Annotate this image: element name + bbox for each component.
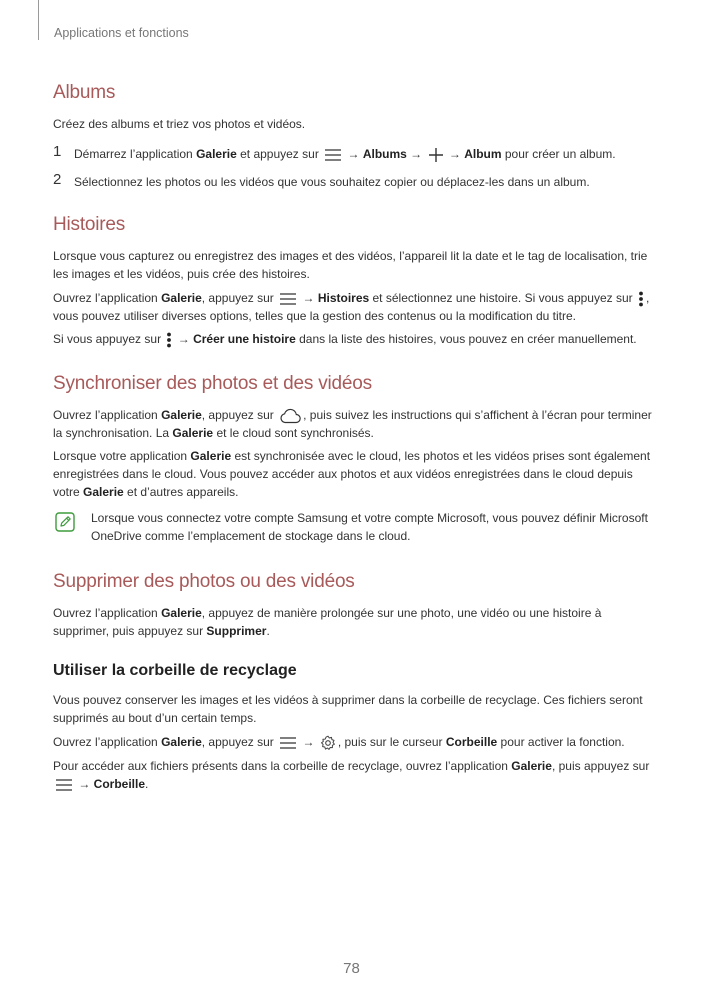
sync-paragraph-2: Lorsque votre application Galerie est synchronisée avec le cloud, les photos et les vidéos prises sont également enregistrées dans le cloud. Vous pouvez accéder aux photos et aux vidéos enregistrées dans le cloud depuis votre Galerie et d’autres appareils. (53, 449, 651, 499)
section-title-delete: Supprimer des photos ou des vidéos (53, 571, 355, 592)
section-title-histoires: Histoires (53, 214, 126, 235)
albums-step-1: Démarrez l’application Galerie et appuyez sur → Albums → → Album pour créer un album. (74, 147, 616, 161)
more-options-icon (166, 332, 172, 348)
subsection-title-trash: Utiliser la corbeille de recyclage (53, 662, 297, 679)
trash-paragraph-3: Pour accéder aux fichiers présents dans la corbeille de recyclage, ouvrez l’application Galerie, puis appuyez sur → Corbeille. (53, 759, 650, 791)
trash-paragraph-1: Vous pouvez conserver les images et les vidéos à supprimer dans la corbeille de recyclage. Ces fichiers seront supprimés au bout d’un certain temps. (53, 693, 643, 725)
albums-intro: Créez des albums et triez vos photos et vidéos. (53, 117, 306, 131)
more-options-icon (638, 291, 644, 307)
histoires-paragraph-2: Ouvrez l’application Galerie, appuyez sur → Histoires et sélectionnez une histoire. Si vous appuyez sur , vous pouvez utiliser diverses options, telles que la gestion des contenus ou la modification du titre. (53, 291, 650, 323)
menu-icon (279, 736, 297, 750)
delete-paragraph-1: Ouvrez l’application Galerie, appuyez de manière prolongée sur une photo, une vidéo ou une histoire à supprimer, puis appuyez sur Supprimer. (53, 606, 602, 638)
sync-paragraph-1: Ouvrez l’application Galerie, appuyez sur , puis suivez les instructions qui s’affichent à l’écran pour terminer la synchronisation. La Galerie et le cloud sont synchronisés. (53, 408, 652, 440)
section-title-albums: Albums (53, 82, 116, 103)
step-number-2: 2 (53, 171, 62, 188)
trash-paragraph-2: Ouvrez l’application Galerie, appuyez sur → , puis sur le curseur Corbeille pour activer la fonction. (53, 735, 625, 749)
menu-icon (324, 148, 342, 162)
histoires-paragraph-1: Lorsque vous capturez ou enregistrez des images et des vidéos, l’appareil lit la date et le tag de localisation, trie les images et les vidéos, puis crée des histoires. (53, 249, 648, 281)
add-icon (428, 147, 444, 163)
cloud-icon (279, 408, 301, 424)
albums-step-2: Sélectionnez les photos ou les vidéos que vous souhaitez copier ou déplacez-les dans un album. (74, 175, 590, 189)
menu-icon (279, 292, 297, 306)
settings-icon (320, 735, 336, 751)
histoires-paragraph-3: Si vous appuyez sur → Créer une histoire dans la liste des histoires, vous pouvez en créer manuellement. (53, 332, 637, 346)
step-number-1: 1 (53, 143, 62, 160)
section-title-sync: Synchroniser des photos et des vidéos (53, 373, 372, 394)
sync-note: Lorsque vous connectez votre compte Samsung et votre compte Microsoft, vous pouvez définir Microsoft OneDrive comme l’emplacement de stockage dans le cloud. (91, 511, 648, 543)
page-number: 78 (343, 960, 360, 977)
note-icon (55, 512, 75, 537)
header-rule (38, 0, 39, 40)
menu-icon (55, 778, 73, 792)
page-header: Applications et fonctions (54, 26, 189, 40)
